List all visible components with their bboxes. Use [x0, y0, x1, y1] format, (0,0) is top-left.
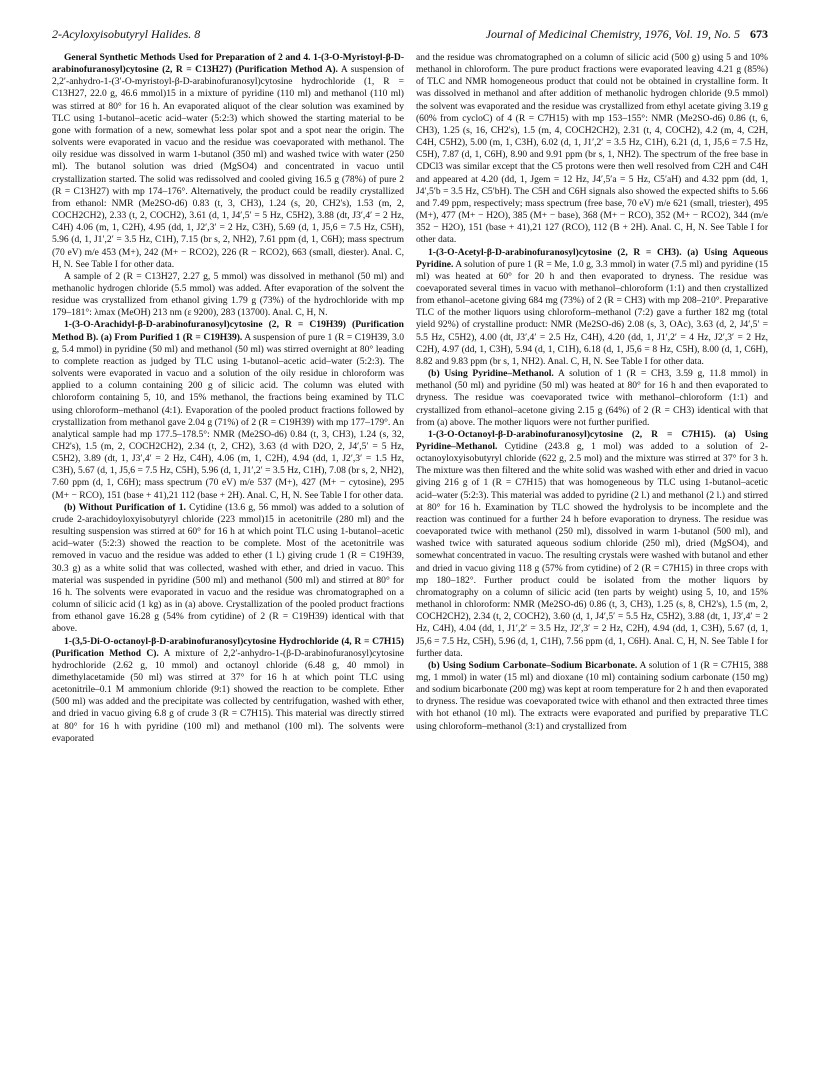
- paragraph-text: A sample of 2 (R = C13H27, 2.27 g, 5 mmol) was dissolved in methanol (50 ml) and methanolic hydrogen chloride (5.5 mmol) was added. After evaporation of the solvent the residue was crystallized from ethanol giving 1.79 g (73%) of the hydrochloride with mp 179–181°: λmax (MeOH) 213 nm (ε 9200), 283 (13700). Anal. C, H, N.: [52, 270, 404, 319]
- paragraph-text: A solution of pure 1 (R = Me, 1.0 g, 3.3 mmol) in water (7.5 ml) and pyridine (15 ml) was heated at 60° for 20 h and then evaporated to dryness. The residue was coevaporated several times in vacuo with methanol–chloroform (1:1) and then crystallized from ethanol–acetone giving 684 mg (73%) of 2 (R = CH3) with mp 208–210°. Preparative TLC of the mother liquors using chloroform–methanol (7:2) gave a further 182 mg (total yield 92%) of crystalline product: NMR (Me2SO-d6) 2.08 (s, 3, OAc), 3.63 (d, 2, J4′,5′ = 5.5 Hz, C5H2), 4.00 (dt, J3′,4′ = 2.5 Hz, C4H), 4.20 (dd, 1, J1′,2′ = 4 Hz, J2′,3′ = 2 Hz, C2H), 4.97 (dd, 1, C3H), 5.94 (d, 1, C1H), 6.18 (d, 1, J5,6 = 8 Hz, C5H), 8.00 (d, 1, C6H), 8.82 and 9.83 ppm (br s, 1, NH2). Anal. C, H, N. See Table I for other data.: [416, 258, 768, 367]
- section-heading: 1-(3-O-Arachidyl-β-D-arabinofuranosyl)cytosine (2, R = C19H39) (Purification Method B). (a) From Purified 1 (R = C19H39).: [52, 319, 404, 343]
- paragraph: [52, 271, 404, 320]
- paragraph-text: Cytidine (13.6 g, 56 mmol) was added to a solution of crude 2-arachidoyloxyisobutyryl chloride (223 mmol)15 in acetonitrile (280 ml) and the resulting suspension was stirred at 60° for 16 h at which point TLC using 1-butanol–acetic acid–water (5:2:3) showed the reaction to be complete. Most of the acetonitrile was removed in vacuo and the residue was added to ether (1 l.) giving crude 1 (R = C19H39, 30.3 g) as a white solid that was collected, washed with ether, and dried in vacuo. This material was suspended in pyridine (500 ml) and methanol (500 ml) and stirred at 80° for 16 h. The solvents were evaporated in vacuo and the residue was chromatographed on a column of silicic acid (1 kg) as in (a) above. Crystallization of the pooled product fractions from ethanol gave 16.28 g (54% from cytidine) of 2 (R = C19H39) identical with that above.: [52, 501, 404, 635]
- running-title: 2-Acyloxyisobutyryl Halides. 8: [52, 27, 201, 41]
- section-heading: (b) Using Pyridine–Methanol.: [428, 368, 554, 380]
- paragraph-text: A mixture of 2,2′-anhydro-1-(β-D-arabinofuranosyl)cytosine hydrochloride (2.62 g, 10 mmol) and octanoyl chloride (6.48 g, 40 mmol) in dimethylacetamide (50 ml) was stirred at 37° for 16 h at which point TLC using acetonitrile–0.1 M ammonium chloride (9:1) showed the reaction to be complete. Ether (500 ml) was added and the precipitate was collected by centrifugation, washed with ether, and dried in vacuo giving 6.8 g of crude 3 (R = C7H15). This material was directly stirred at 80° for 16 h with pyridine (100 ml) and methanol (100 ml). The solvents were evaporated: [52, 647, 404, 744]
- paragraph: [416, 429, 768, 660]
- journal-name: Journal of Medicinal Chemistry, 1976, Vol. 19, No. 5: [485, 27, 740, 41]
- section-heading: 1-(3,5-Di-O-octanoyl-β-D-arabinofuranosyl)cytosine Hydrochloride (4, R = C7H15) (Purification Method C).: [52, 635, 404, 659]
- paragraph-text: Cytidine (243.8 g, 1 mol) was added to a solution of 2-octanoyloxyisobutyryl chloride (622 g, 2.5 mol) and the mixture was stirred at 37° for 3 h. The mixture was then filtered and the white solid was washed with ether and dried in vacuo giving 216 g of 1 (R = C7H15) that was homogeneous by TLC using 1-butanol–acetic acid–water (5:2:3). This material was added to pyridine (2 l.) and methanol (2 l.) and stirred at 80° for 16 h. Examination by TLC showed the hydrolysis to be incomplete and the reaction was continued for a further 24 h before evaporation to dryness. The residue was coevaporated twice with methanol (250 ml), dissolved in warm 1-butanol (500 ml), and washed twice with saturated aqueous sodium chloride (250 ml), dried (MgSO4), and somewhat concentrated in vacuo. The resulting crystals were washed with butanol and ether and dried in vacuo giving 118 g (57% from cytidine) of 2 (R = C7H15) in three crops with mp 180–182°. Further product could be isolated from the mother liquors by chromatography on a column of silicic acid (ten parts by weight) using 5, 10, and 15% methanol in chloroform: NMR (Me2SO-d6) 0.86 (t, 3, CH3), 1.25 (s, 8, CH2's), 1.5 (m, 2, COCH2CH2), 2.34 (t, 2, COCH2), 3.60 (d, 1, J4′,5′ = 5.5 Hz, C5H2), 3.88 (dt, 1, J3′,4′ = 2 Hz, C4H), 4.04 (dd, 1, J1′,2′ = 3.5 Hz, J2′,3′ = 2 Hz, C2H), 4.94 (dd, 1, C3H), 5.67 (d, 1, J5,6 = 7.5 Hz, C5H), 5.96 (d, 1, C1H), 7.56 ppm (d, 1, C6H). Anal. C, H, N. See Table I for further data.: [416, 441, 768, 659]
- paragraph: [52, 502, 404, 636]
- running-header: [52, 26, 768, 42]
- right-column: [416, 52, 768, 1052]
- paragraph-text: and the residue was chromatographed on a column of silicic acid (500 g) using 5 and 10% methanol in chloroform. The pure product fractions were evaporated leaving 4.21 g (85%) of TLC and NMR homogeneous product that could not be obtained in crystalline form. It was dissolved in methanol and after addition of methanolic hydrogen chloride (9.5 mmol) the solvent was evaporated and the residue was crystallized from ethyl acetate giving 3.19 g (60% from cycloC) of 4 (R = C7H15) with mp 153–155°: NMR (Me2SO-d6) 0.86 (t, 6, CH3), 1.25 (s, 16, CH2's), 1.5 (m, 4, COCH2CH2), 2.31 (t, 4, COCH2), 4.2 (m, 4, C2H, C4H, C5H2), 5.00 (m, 1, C3H), 6.02 (d, 1, J1′,2′ = 3.5 Hz, C1H), 6.21 (d, 1, J5,6 = 7.5 Hz, C5H), 7.87 (d, 1, C6H), 8.90 and 9.91 ppm (br s, 1, NH2). The spectrum of the free base in CDCl3 was similar except that the C5 protons were then well resolved from C2H and C4H and appeared at 4.20 (dd, 1, Jgem = 12 Hz, J4′,5′a = 5 Hz, C5′aH) and 4.32 ppm (dd, 1, J4′,5′b = 3.5 Hz, C5′bH). The C5H and C6H signals also showed the expected shifts to 5.66 and 7.49 ppm, respectively; mass spectrum (free base, 70 eV) m/e 621 (small, triester), 495 (M+), 477 (M+ − H2O), 385 (M+ − base), 368 (M+ − RCO), 352 (M+ − RCO2), 344 (m/e 352 − H2O), 151 (base + 41),21 127 (RCO), 112 (B + 2H). Anal. C, H, N. See Table I for other data.: [416, 52, 768, 246]
- section-heading: 1-(3-O-Acetyl-β-D-arabinofuranosyl)cytosine (2, R = CH3). (a) Using Aqueous Pyridine.: [416, 246, 768, 270]
- section-heading: 1-(3-O-Octanoyl-β-D-arabinofuranosyl)cytosine (2, R = C7H15). (a) Using Pyridine–Methanol.: [416, 428, 768, 452]
- paragraph: [52, 319, 404, 501]
- section-heading: (b) Using Sodium Carbonate–Sodium Bicarbonate.: [428, 659, 638, 671]
- left-column: [52, 52, 404, 1052]
- page-number: 673: [750, 27, 768, 41]
- paragraph-text: A solution of 1 (R = C7H15, 388 mg, 1 mmol) in water (15 ml) and dioxane (10 ml) containing sodium carbonate (150 mg) and sodium bicarbonate (200 mg) was kept at room temperature for 2 h and then evaporated to dryness. The residue was coevaporated twice with ethanol and then extracted three times with hot ethanol (10 ml). The extracts were evaporated and purified by preparative TLC using chloroform–methanol (3:1) and crystallized from: [416, 659, 768, 732]
- paragraph: [416, 368, 768, 429]
- paragraph: [416, 247, 768, 369]
- section-heading: General Synthetic Methods Used for Preparation of 2 and 4. 1-(3-O-Myristoyl-β-D-arabinofuranosyl)cytosine (2, R = C13H27) (Purification Method A).: [52, 52, 404, 76]
- section-heading: (b) Without Purification of 1.: [64, 501, 186, 513]
- paragraph-continuation: [416, 52, 768, 247]
- paragraph: [52, 52, 404, 271]
- paragraph: [416, 660, 768, 733]
- paragraph-text: A solution of 1 (R = CH3, 3.59 g, 11.8 mmol) in methanol (50 ml) and pyridine (50 ml) was heated at 80° for 16 h and then evaporated to dryness. The residue was coevaporated twice with methanol–chloroform (1:1) and crystallized from ethanol–acetone giving 2.15 g (64%) of 2 (R = CH3) identical with that from (a) above. The mother liquors were not further purified.: [416, 368, 768, 428]
- paragraph-text: A suspension of pure 1 (R = C19H39, 3.0 g, 5.4 mmol) in pyridine (50 ml) and methanol (50 ml) was stirred overnight at 80° leading to complete reaction as judged by TLC using 1-butanol–acetic acid–water (5:2:3). The solvents were evaporated in vacuo and a solution of the oily residue in chloroform was applied to a column containing 200 g of silicic acid. The column was eluted with chloroform containing 5, 10, and 15% methanol, the fractions being examined by TLC using chloroform–methanol (4:1). Evaporation of the pooled product fractions followed by crystallization from methanol gave 2.04 g (71%) of 2 (R = C19H39) with mp 177–179°. An analytical sample had mp 177.5–178.5°: NMR (Me2SO-d6) 0.84 (t, 3, CH3), 1.24 (s, 32, CH2's), 1.5 (m, 2, COCH2CH2), 2.34 (t, 2, CH2), 3.63 (d with D2O, 2, J4′,5′ = 5 Hz, C5H2), 3.89 (dt, 1, J3′,4′ = 2 Hz, C4H), 4.06 (m, 1, C2H), 4.94 (dd, 1, J2′,3′ = 1.5 Hz, C3H), 5.67 (d, 1, J5,6 = 7.5 Hz, C5H), 5.96 (d, 1, J1′,2′ = 3.5 Hz, C1H), 7.08 (br s, 2, NH2), 7.60 ppm (d, 1, C6H); mass spectrum (70 eV) m/e 537 (M+), 427 (M+ − cytosine), 295 (M+ − RCO), 151 (base + 41),21 112 (base + 2H). Anal. C, H, N. See Table I for other data.: [52, 331, 404, 501]
- journal-citation: [486, 26, 768, 42]
- paragraph-text: A suspension of 2,2′-anhydro-1-(3′-O-myristoyl-β-D-arabinofuranosyl)cytosine hydrochloride (1, R = C13H27, 22.0 g, 46.6 mmol)15 in a mixture of pyridine (110 ml) and methanol (110 ml) was stirred at 80° for 16 h. An evaporated aliquot of the clear solution was examined by TLC using 1-butanol–acetic acid–water (5:2:3) which showed the starting material to be gone with formation of a new, somewhat less polar spot and a spot near the origin. The solvents were evaporated in vacuo and the residue was coevaporated with methanol. The oily residue was dissolved in warm 1-butanol (350 ml) and washed twice with water (250 ml). The butanol solution was dried (MgSO4) and concentrated in vacuo until crystallization started. The solid was redissolved and cooled giving 16.5 g (78%) of pure 2 (R = C13H27) with mp 174–176°. Alternatively, the product could be readily crystallized from ethanol: NMR (Me2SO-d6) 0.83 (t, 3, CH3), 1.24 (s, 20, CH2's), 1.53 (m, 2, COCH2CH2), 2.33 (t, 2, COCH2), 3.61 (d, 1, J4′,5′ = 5 Hz, C5H2), 3.88 (dt, J3′,4′ = 2 Hz, C4H) 4.06 (m, 1, C2H), 4.95 (dd, 1, J2′,3′ = 2 Hz, C3H), 5.69 (d, 1, J5,6 = 7.5 Hz, C5H), 5.96 (d, 1, J1′,2′ = 3.5 Hz, C1H), 7.15 (br s, 2, NH2), 7.61 ppm (d, 1, C6H); mass spectrum (70 eV) m/e 453 (M+), 242 (M+ − RCO2), 226 (R − RCO2), 663 (small, diester). Anal. C, H, N. See Table I for other data.: [52, 64, 404, 270]
- paragraph: [52, 636, 404, 745]
